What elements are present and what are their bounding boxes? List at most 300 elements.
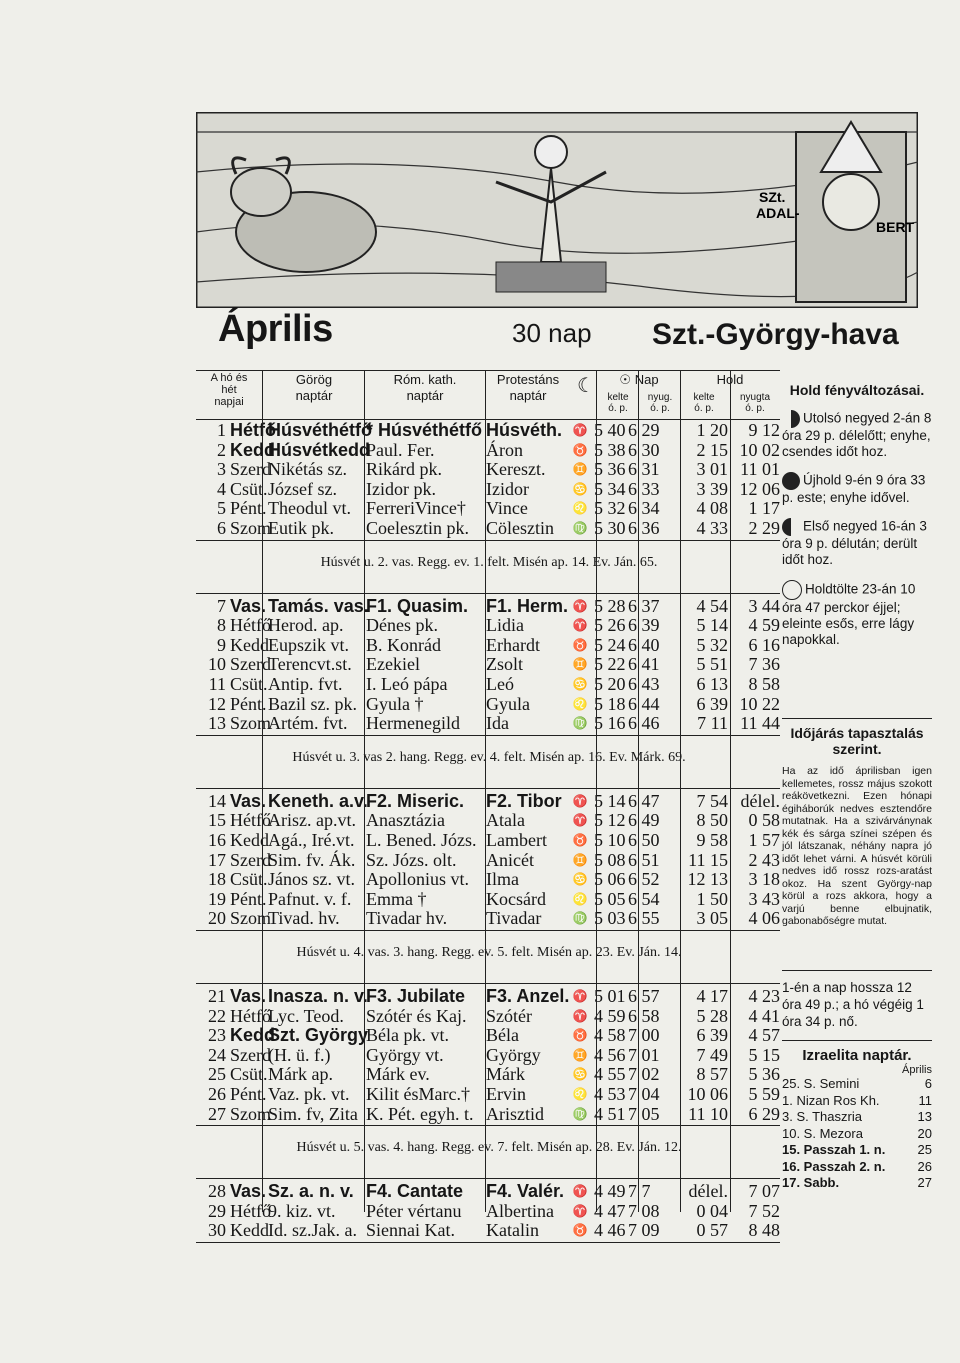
weekday: Hétfő	[230, 420, 276, 440]
greek-calendar-entry: Arisz. ap.vt.	[268, 810, 356, 831]
greek-calendar-entry: Keneth. a.v.	[268, 790, 368, 811]
day-number: 15	[208, 810, 226, 831]
day-number: 1	[217, 420, 226, 440]
sunrise-time: 4 49	[594, 1181, 626, 1202]
moonrise-time: 7 11	[697, 713, 728, 734]
sunset-time: 6 47	[628, 790, 660, 811]
roman-catholic-entry: Ezekiel	[366, 654, 420, 675]
sunset-time: 7 01	[628, 1044, 660, 1065]
protestant-entry: Erhardt	[486, 634, 540, 655]
roman-catholic-entry: Szótér és Kaj.	[366, 1005, 467, 1026]
moonset-time: 6 29	[748, 1103, 780, 1124]
sunset-time: 6 44	[628, 693, 660, 714]
roman-catholic-entry: FerreriVince†	[366, 498, 466, 519]
col-head-days: A hó és hét napjai	[210, 372, 248, 408]
sunrise-time: 4 56	[594, 1044, 626, 1065]
greek-calendar-entry: Bazil sz. pk.	[268, 693, 357, 714]
roman-catholic-entry: * Húsvéthétfő	[366, 420, 483, 440]
weekday: Szom	[230, 713, 272, 734]
moonset-time: 4 23	[748, 986, 780, 1006]
moonset-time: 7 07	[748, 1181, 780, 1202]
sunrise-time: 5 22	[594, 654, 626, 675]
sunset-time: 6 57	[628, 986, 660, 1006]
greek-calendar-entry: Nikétás sz.	[268, 459, 347, 480]
protestant-entry: Kocsárd	[486, 888, 546, 909]
sunset-time: 6 43	[628, 674, 660, 694]
greek-calendar-entry: János sz. vt.	[268, 869, 355, 890]
zodiac-sign-icon: ♍	[572, 521, 588, 535]
weekday: Szerd	[230, 459, 271, 480]
protestant-entry: Cölesztin	[486, 518, 554, 538]
sunset-time: 6 50	[628, 830, 660, 850]
roman-catholic-entry: Gyula †	[366, 693, 424, 714]
moonrise-time: 11 10	[688, 1103, 728, 1124]
zodiac-sign-icon: ♌	[572, 1087, 588, 1101]
weekday: Csüt.	[230, 869, 268, 890]
roman-catholic-entry: F2. Miseric.	[366, 790, 465, 811]
moonrise-time: 3 05	[696, 908, 728, 929]
protestant-entry: Arisztid	[486, 1103, 544, 1124]
sunset-time: 7 09	[628, 1220, 660, 1241]
weekday: Kedd	[230, 1220, 269, 1241]
moonset-time: 4 41	[748, 1005, 780, 1026]
moonrise-time: 3 39	[696, 478, 728, 499]
greek-calendar-entry: Szt. György	[268, 1025, 369, 1046]
sunset-time: 6 41	[628, 654, 660, 675]
sunset-time: 7 02	[628, 1064, 660, 1085]
weekday: Pént.	[230, 693, 267, 714]
week-note: Húsvét u. 5. vas. 4. hang. Regg. ev. 7. felt. Misén ap. 28. Ev. Ján. 12.	[296, 1140, 682, 1156]
moonrise-time: 1 50	[696, 888, 728, 909]
weekday: Pént.	[230, 498, 267, 519]
weekday: Kedd	[230, 1025, 275, 1046]
moon-phase-3: Első negyed 16-án 3 óra 9 p. délután; derült időt hoz.	[782, 518, 927, 567]
protestant-entry: György	[486, 1044, 541, 1065]
moonrise-time: 4 08	[696, 498, 728, 519]
roman-catholic-entry: Béla pk. vt.	[366, 1025, 449, 1046]
zodiac-sign-icon: ♍	[572, 716, 588, 731]
weekday: Hétfő	[230, 1005, 271, 1026]
sunrise-time: 5 20	[594, 674, 626, 694]
weather-title: Időjárás tapasztalás szerint.	[790, 725, 924, 757]
moonrise-time: 1 20	[696, 420, 728, 440]
sunset-time: 6 39	[628, 615, 660, 636]
protestant-entry: Ilma	[486, 869, 519, 890]
svg-text:BERT: BERT	[876, 219, 915, 235]
zodiac-sign-icon: ♈	[572, 618, 588, 633]
sunset-time: 6 37	[628, 595, 660, 616]
week-top-rule	[196, 1178, 780, 1179]
sunrise-time: 5 32	[594, 498, 626, 519]
weekday: Szom	[230, 518, 272, 538]
day-number: 29	[208, 1200, 226, 1221]
sunrise-time: 5 05	[594, 888, 626, 909]
day-number: 27	[208, 1103, 226, 1124]
sunrise-time: 5 06	[594, 869, 626, 890]
protestant-entry: Márk	[486, 1064, 525, 1085]
greek-calendar-entry: 9. kiz. vt.	[268, 1200, 336, 1221]
table-row	[196, 1182, 782, 1202]
weekday: Vas.	[230, 595, 267, 616]
greek-calendar-entry: Artém. fvt.	[268, 713, 348, 734]
column-divider	[262, 370, 263, 1212]
protestant-entry: Albertina	[486, 1200, 554, 1221]
moonset-time: 2 43	[748, 849, 780, 870]
full-moon-icon	[782, 580, 802, 600]
day-number: 8	[217, 615, 226, 636]
moonrise-time: 0 57	[696, 1220, 728, 1241]
day-number: 3	[217, 459, 226, 480]
sunrise-time: 4 59	[594, 1005, 626, 1026]
greek-calendar-entry: Húsvéthétfő	[268, 420, 373, 440]
moonrise-time: 2 15	[696, 439, 728, 460]
greek-calendar-entry: Id. sz.Jak. a.	[268, 1220, 357, 1241]
greek-calendar-entry: Tamás. vas.	[268, 595, 369, 616]
weekday: Kedd	[230, 634, 269, 655]
sunrise-time: 5 08	[594, 849, 626, 870]
sunset-time: 6 29	[628, 420, 660, 440]
sun-icon: ☉	[619, 372, 632, 387]
week-top-rule	[196, 983, 780, 984]
moonset-time: 1 57	[748, 830, 780, 850]
protestant-entry: Kereszt.	[486, 459, 546, 480]
roman-catholic-entry: Siennai Kat.	[366, 1220, 455, 1241]
protestant-entry: Húsvéth.	[486, 420, 563, 440]
moonrise-time: 4 33	[696, 518, 728, 538]
table-row	[196, 441, 782, 461]
moonset-time: 8 48	[748, 1220, 780, 1241]
moonset-time: 6 16	[748, 634, 780, 655]
weekday: Kedd	[230, 439, 275, 460]
moonset-time: 10 22	[739, 693, 780, 714]
roman-catholic-entry: Dénes pk.	[366, 615, 438, 636]
zodiac-sign-icon: ♉	[572, 1223, 588, 1238]
table-row	[196, 421, 782, 441]
greek-calendar-entry: Eupszik vt.	[268, 634, 349, 655]
sunset-time: 7 05	[628, 1103, 660, 1124]
weekday: Szom	[230, 1103, 272, 1124]
moon-symbol-icon: ☾	[577, 375, 595, 397]
sunrise-time: 5 36	[594, 459, 626, 480]
moonrise-time: délel.	[688, 1181, 728, 1202]
protestant-entry: Gyula	[486, 693, 530, 714]
zodiac-sign-icon: ♍	[572, 1106, 588, 1121]
protestant-entry: Izidor	[486, 478, 529, 499]
day-number: 26	[208, 1084, 226, 1104]
zodiac-sign-icon: ♍	[572, 911, 588, 926]
sunrise-time: 5 14	[594, 790, 626, 811]
zodiac-sign-icon: ♈	[572, 793, 588, 808]
week-divider	[196, 1125, 780, 1126]
moonset-time: 4 57	[748, 1025, 780, 1046]
col-head-sun-rise: kelte ó. p.	[607, 392, 629, 414]
table-row	[196, 1221, 782, 1241]
table-row	[196, 831, 782, 851]
israelite-entry: 25. S. Semini 6	[782, 1076, 932, 1091]
column-divider	[485, 370, 486, 1212]
table-row	[196, 616, 782, 636]
roman-catholic-entry: Hermenegild	[366, 713, 460, 734]
day-number: 18	[208, 869, 226, 890]
week-top-rule	[196, 788, 780, 789]
roman-catholic-entry: Péter vértanu	[366, 1200, 462, 1221]
weekday: Szerd	[230, 1044, 271, 1065]
weekday: Pént.	[230, 1084, 267, 1104]
weekday: Kedd	[230, 830, 269, 850]
moonset-time: 0 58	[748, 810, 780, 831]
protestant-entry: Lidia	[486, 615, 524, 636]
moonrise-time: 5 51	[696, 654, 728, 675]
moonset-time: 10 02	[739, 439, 780, 460]
sunset-time: 6 40	[628, 634, 660, 655]
zodiac-sign-icon: ♉	[572, 637, 588, 652]
greek-calendar-entry: Vaz. pk. vt.	[268, 1084, 350, 1104]
israelite-title: Izraelita naptár.	[802, 1047, 912, 1064]
table-row	[196, 1202, 782, 1222]
sunset-time: 6 36	[628, 518, 660, 538]
sunrise-time: 4 46	[594, 1220, 626, 1241]
greek-calendar-entry: Lyc. Teod.	[268, 1005, 344, 1026]
roman-catholic-entry: Apollonius vt.	[366, 869, 470, 890]
zodiac-sign-icon: ♋	[572, 481, 588, 496]
protestant-entry: Vince	[486, 498, 528, 519]
sunset-time: 6 31	[628, 459, 660, 480]
day-number: 22	[208, 1005, 226, 1026]
col-head-moon-set: nyugta ó. p.	[739, 392, 771, 414]
zodiac-sign-icon: ♉	[572, 1028, 588, 1043]
roman-catholic-entry: Emma †	[366, 888, 427, 909]
zodiac-sign-icon: ♉	[572, 833, 588, 847]
weather-text: Ha az idő áprilisban igen kellemetes, rossz május szokott reákövetkezni. Ezen hónapi égiháborúk nedves esztendőre mutatnak. Ha a szivárványnak kék és sárga színei szépen és jól látszanak, néhány napra jó időt lehet várni. A húsvét körüli nedves idő rossz rozs-aratást okoz. Ha szent György-nap körül a rozs akkora, hogy a varjú benne elbujnatik, gabonabőségre mutat.	[782, 765, 932, 927]
day-number: 23	[208, 1025, 226, 1046]
zodiac-sign-icon: ♉	[572, 442, 588, 457]
protestant-entry: Szótér	[486, 1005, 532, 1026]
roman-catholic-entry: Kilit ésMarc.†	[366, 1084, 470, 1104]
moonset-time: 11 44	[740, 713, 780, 734]
zodiac-sign-icon: ♌	[572, 501, 588, 516]
week-note: Húsvét u. 4. vas. 3. hang. Regg. ev. 5. felt. Misén ap. 23. Ev. Ján. 14.	[296, 945, 682, 960]
day-number: 12	[208, 693, 226, 714]
col-head-moon: Hold	[716, 372, 744, 387]
protestant-entry: Áron	[486, 439, 523, 460]
table-row	[196, 1007, 782, 1027]
moonset-time: 11 01	[740, 459, 780, 480]
moonset-time: 4 59	[748, 615, 780, 636]
table-row	[196, 987, 782, 1007]
sunrise-time: 5 10	[594, 830, 626, 850]
roman-catholic-entry: Sz. Józs. olt.	[366, 849, 457, 870]
sunrise-time: 5 30	[594, 518, 626, 538]
day-number: 10	[208, 654, 226, 675]
moonrise-time: 8 50	[696, 810, 728, 831]
sunset-time: 6 33	[628, 478, 660, 499]
moonset-time: 5 59	[748, 1084, 780, 1104]
roman-catholic-entry: F1. Quasim.	[366, 595, 469, 616]
last-quarter-moon-icon	[782, 410, 800, 428]
zodiac-sign-icon: ♋	[572, 872, 588, 887]
zodiac-sign-icon: ♊	[572, 1047, 588, 1062]
protestant-entry: Ida	[486, 713, 509, 734]
zodiac-sign-icon: ♈	[572, 598, 588, 613]
day-number: 24	[208, 1044, 226, 1065]
day-number: 7	[217, 595, 226, 616]
banner-illustration	[196, 112, 918, 308]
first-quarter-moon-icon	[782, 518, 800, 536]
column-divider	[638, 370, 639, 1212]
week-note: Húsvét u. 3. vas 2. hang. Regg. ev. 4. felt. Misén ap. 16. Ev. Márk. 69.	[292, 749, 686, 765]
roman-catholic-entry: Paul. Fer.	[366, 439, 435, 460]
protestant-entry: Lambert	[486, 830, 547, 850]
sunrise-time: 5 16	[594, 713, 626, 734]
table-row	[196, 851, 782, 871]
zodiac-sign-icon: ♋	[572, 1067, 588, 1082]
zodiac-sign-icon: ♈	[572, 813, 588, 828]
month-saint-name: Szt.-György-hava	[652, 318, 899, 351]
weekday: Csüt.	[230, 478, 268, 499]
svg-text:SZt.: SZt.	[759, 189, 786, 205]
roman-catholic-entry: B. Konrád	[366, 634, 441, 655]
month-title: Április	[218, 308, 333, 350]
sunset-time: 6 51	[628, 849, 660, 870]
sunset-time: 6 34	[628, 498, 660, 519]
greek-calendar-entry: Tivad. hv.	[268, 908, 340, 929]
table-row	[196, 636, 782, 656]
moon-phase-4: Holdtölte 23-án 10 óra 47 perckor éjjel; eleinte esős, erre lágy napokkal.	[782, 581, 916, 647]
day-number: 6	[217, 518, 226, 538]
moonset-time: 12 06	[739, 478, 780, 499]
greek-calendar-entry: Márk ap.	[268, 1064, 333, 1085]
moonrise-time: 10 06	[687, 1084, 728, 1104]
sunrise-time: 4 47	[594, 1200, 626, 1221]
sunrise-time: 4 51	[594, 1103, 626, 1124]
week-divider	[196, 540, 780, 541]
day-number: 25	[208, 1064, 226, 1085]
protestant-entry: Ervin	[486, 1084, 526, 1104]
zodiac-sign-icon: ♌	[572, 696, 588, 711]
greek-calendar-entry: Sim. fv, Zita	[268, 1103, 358, 1124]
moonrise-time: 0 04	[696, 1200, 728, 1221]
day-number: 20	[208, 908, 226, 929]
moonset-time: délel.	[740, 790, 780, 811]
sunrise-time: 5 40	[594, 420, 626, 440]
moon-phases-title: Hold fényváltozásai.	[789, 382, 925, 398]
table-row	[196, 695, 782, 715]
table-row	[196, 1105, 782, 1125]
roman-catholic-entry: Márk ev.	[366, 1064, 430, 1085]
moonset-time: 5 15	[748, 1044, 780, 1065]
weekday: Hétfő	[230, 1200, 271, 1221]
protestant-entry: Zsolt	[486, 654, 524, 675]
table-row	[196, 675, 782, 695]
table-row	[196, 519, 782, 539]
day-number: 30	[208, 1220, 226, 1241]
israelite-entry: 15. Passzah 1. n. 25	[782, 1142, 932, 1157]
sunrise-time: 5 24	[594, 634, 626, 655]
table-row	[196, 1065, 782, 1085]
weekday: Pént.	[230, 888, 267, 909]
protestant-entry: Tivadar	[486, 908, 542, 929]
greek-calendar-entry: Theodul vt.	[268, 498, 351, 519]
table-row	[196, 655, 782, 675]
moonset-time: 9 12	[748, 420, 780, 440]
weekday: Vas.	[230, 790, 267, 811]
col-head-sun-set: nyug. ó. p.	[647, 392, 673, 414]
week-top-rule	[196, 593, 780, 594]
moonrise-time: 5 32	[696, 634, 728, 655]
column-divider	[680, 370, 681, 1212]
moon-phase-1: Utolsó negyed 2-án 8 óra 29 p. délelőtt; enyhe, csendes időt hoz.	[782, 410, 932, 459]
sunset-time: 6 58	[628, 1005, 660, 1026]
day-number: 5	[217, 498, 226, 519]
zodiac-sign-icon: ♈	[572, 423, 588, 437]
moonrise-time: 8 57	[696, 1064, 728, 1085]
zodiac-sign-icon: ♊	[572, 462, 588, 477]
greek-calendar-entry: Sz. a. n. v.	[268, 1181, 354, 1202]
sunset-time: 7 7	[628, 1181, 651, 1202]
col-head-roman: Róm. kath. naptár	[393, 372, 457, 403]
israelite-list	[782, 1076, 932, 1192]
day-number: 4	[217, 478, 226, 499]
greek-calendar-entry: Húsvétkedd	[268, 439, 371, 460]
new-moon-icon	[782, 472, 800, 490]
table-row	[196, 870, 782, 890]
moonrise-time: 4 17	[696, 986, 728, 1006]
week-divider	[196, 930, 780, 931]
israelite-entry: 3. S. Thaszria 13	[782, 1109, 932, 1124]
day-number: 21	[208, 986, 226, 1006]
day-number: 19	[208, 888, 226, 909]
israelite-entry: 16. Passzah 2. n. 26	[782, 1158, 932, 1174]
week-divider	[196, 1242, 780, 1243]
sunrise-time: 5 12	[594, 810, 626, 831]
roman-catholic-entry: Anasztázia	[366, 810, 445, 831]
greek-calendar-entry: Agá., Iré.vt.	[268, 830, 355, 850]
column-divider	[730, 370, 731, 1212]
roman-catholic-entry: L. Bened. Józs.	[366, 830, 477, 850]
sunrise-time: 4 53	[594, 1084, 626, 1104]
svg-text:ADAL-: ADAL-	[756, 205, 800, 221]
sunrise-time: 5 34	[594, 478, 626, 499]
moonset-time: 1 17	[748, 498, 780, 519]
protestant-entry: Katalin	[486, 1220, 539, 1241]
column-divider	[596, 370, 597, 1212]
weekday: Vas.	[230, 986, 267, 1006]
moon-phase-2: Újhold 9-én 9 óra 33 p. este; enyhe idővel.	[782, 472, 926, 505]
weather-panel	[782, 718, 932, 928]
week-divider	[196, 735, 780, 736]
weekday: Csüt.	[230, 1064, 268, 1085]
greek-calendar-entry: Terencvt.st.	[268, 654, 352, 675]
day-length-note: 1-én a nap hossza 12 óra 49 p.; a hó végéig 1 óra 34 p. nő.	[782, 970, 932, 1030]
day-number: 13	[208, 713, 226, 734]
moonset-time: 7 36	[748, 654, 780, 675]
sunrise-time: 5 18	[594, 693, 626, 714]
col-head-greek: Görög naptár	[295, 372, 333, 403]
day-number: 9	[217, 634, 226, 655]
day-number: 16	[208, 830, 226, 850]
roman-catholic-entry: F3. Jubilate	[366, 986, 466, 1006]
israelite-calendar-panel	[782, 1040, 932, 1192]
table-row	[196, 1085, 782, 1105]
zodiac-sign-icon: ♈	[572, 1008, 588, 1023]
sunrise-time: 5 26	[594, 615, 626, 636]
moonset-time: 5 36	[748, 1064, 780, 1085]
weekday: Vas.	[230, 1181, 267, 1202]
israelite-month: Április	[902, 1064, 932, 1076]
greek-calendar-entry: József sz.	[268, 478, 337, 499]
greek-calendar-entry: Herod. ap.	[268, 615, 344, 636]
moonrise-time: 5 14	[696, 615, 728, 636]
